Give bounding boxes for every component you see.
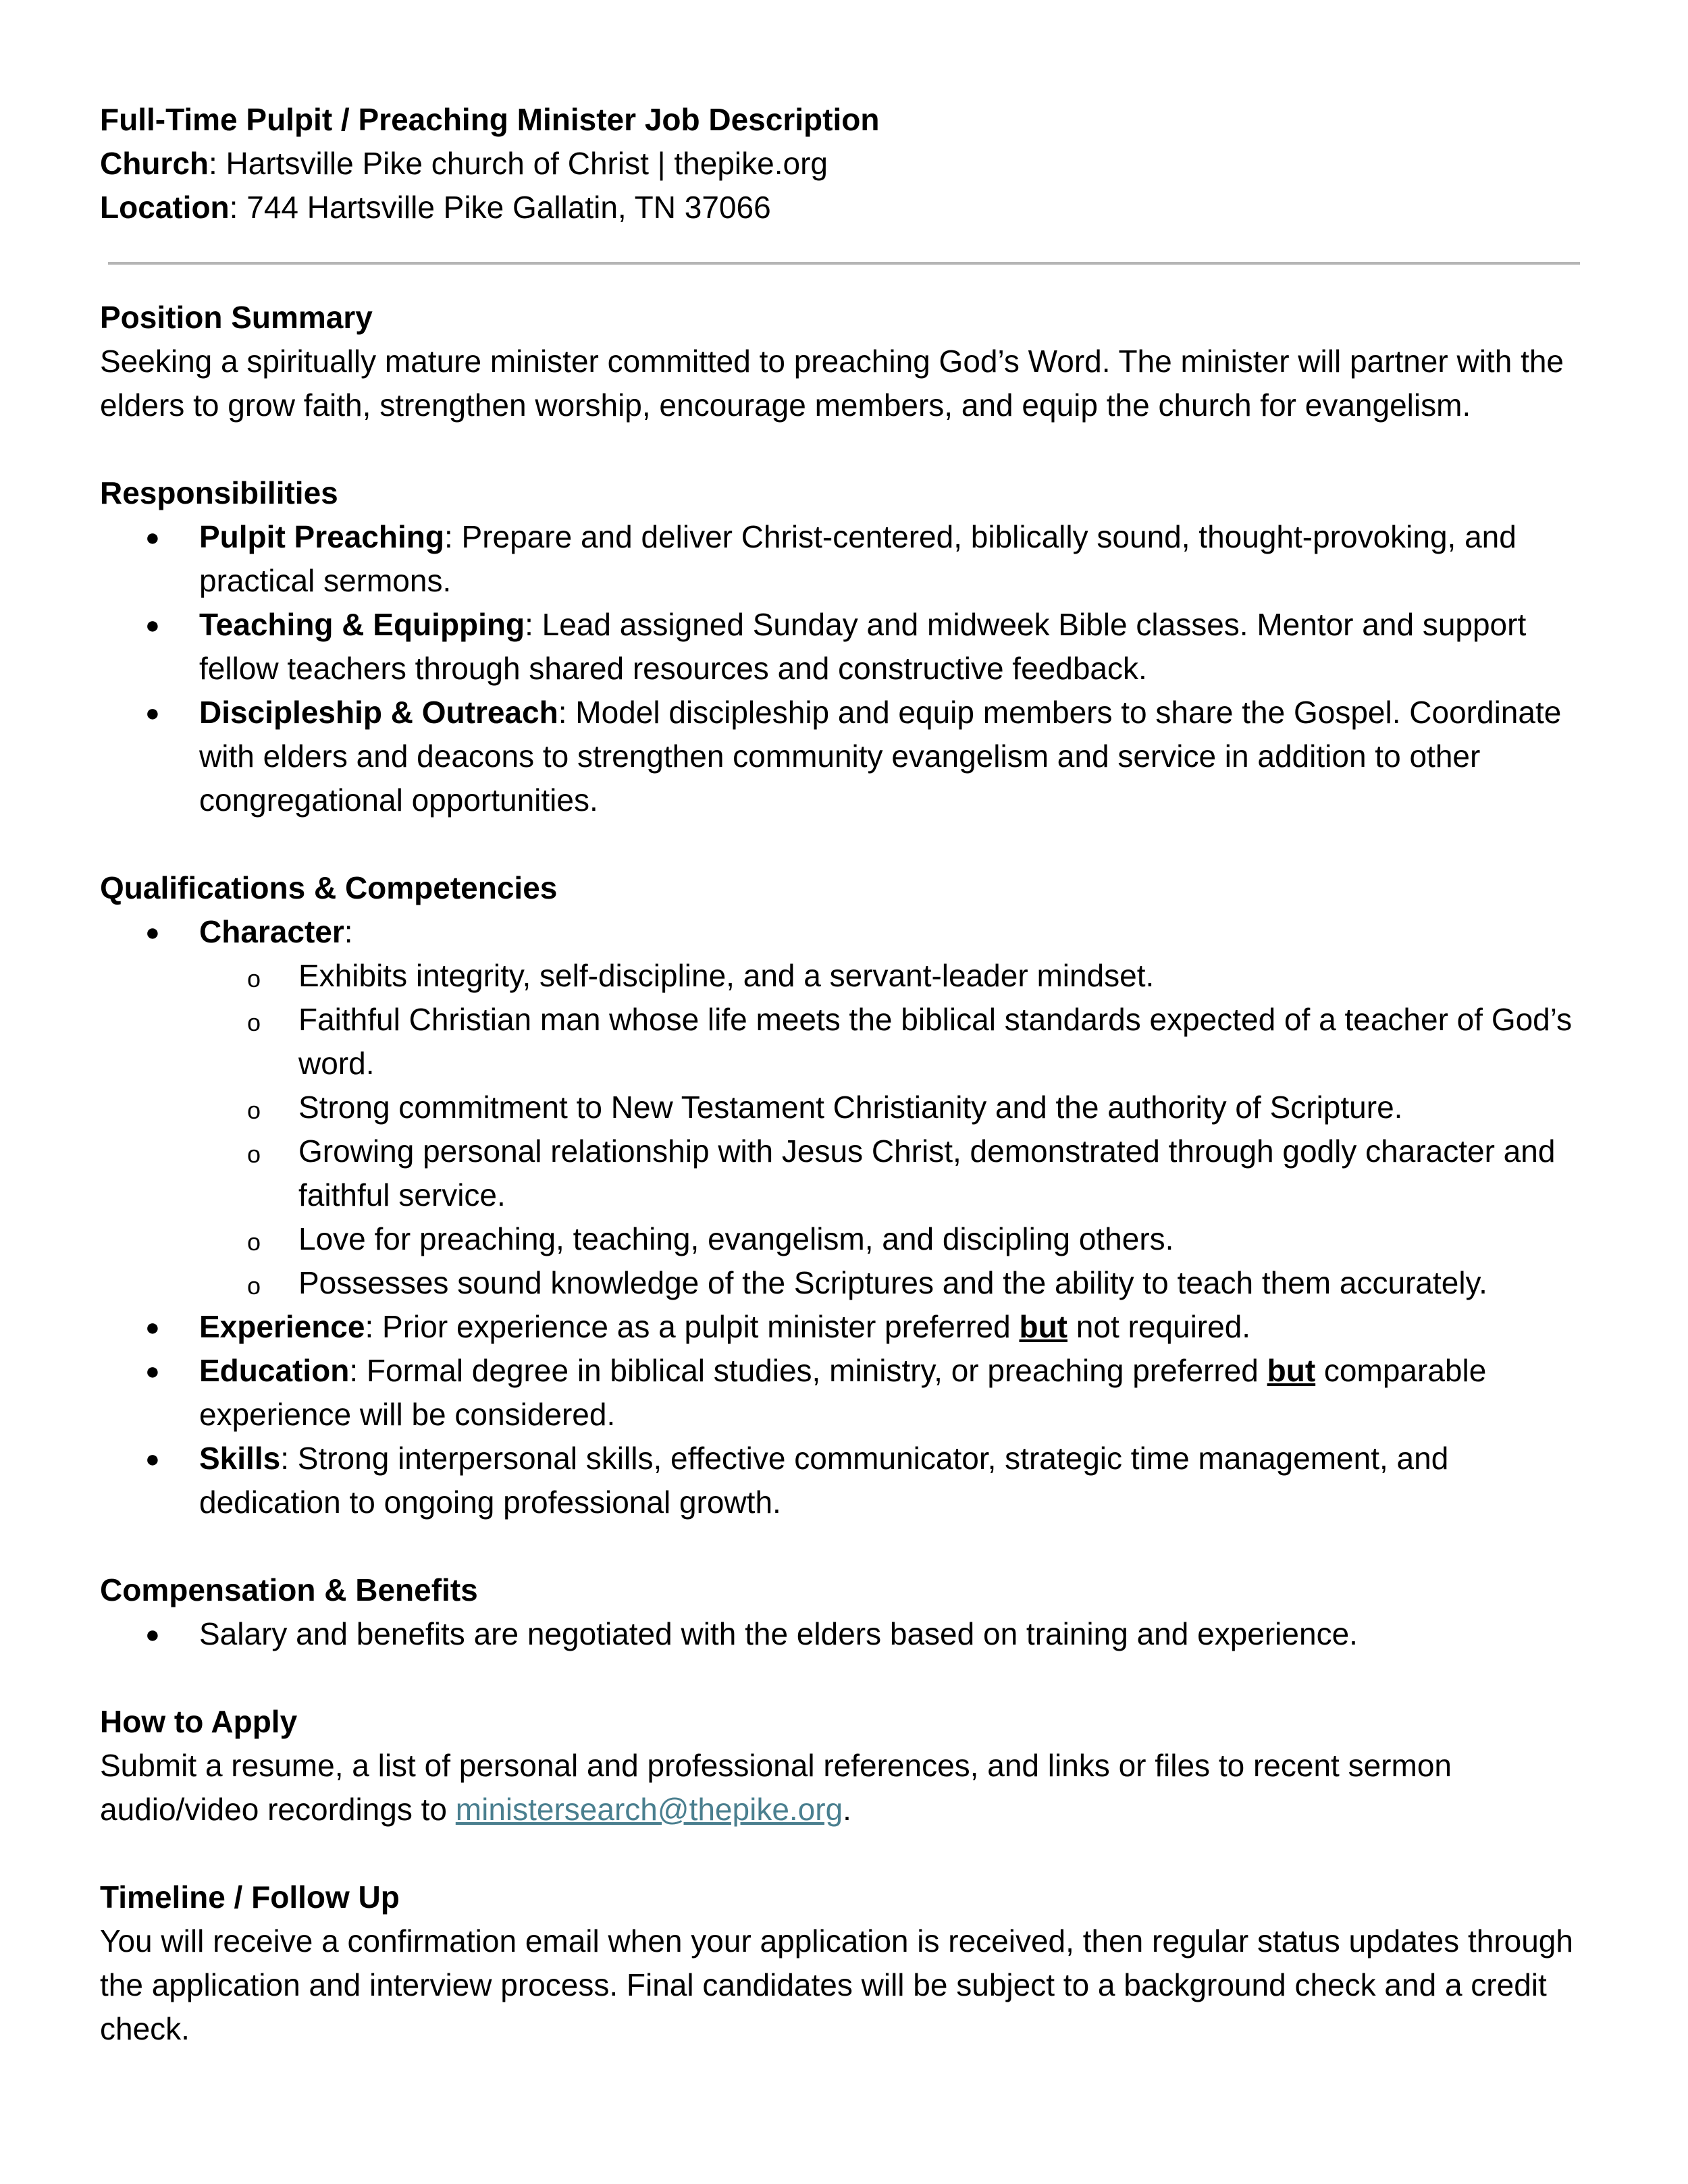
- document-header: [100, 98, 1587, 230]
- bullet-icon: ●: [145, 918, 160, 946]
- bullet-icon: ●: [145, 1620, 160, 1648]
- document-title: Full-Time Pulpit / Preaching Minister Job Description: [100, 102, 880, 137]
- how-to-apply-section: [100, 1700, 1587, 1832]
- emphasis-text: but: [1267, 1353, 1316, 1388]
- emphasis-text: but: [1019, 1309, 1067, 1344]
- item-text: comparable experience will be considered.: [199, 1353, 1487, 1432]
- item-text: : Prior experience as a pulpit minister preferred: [365, 1309, 1020, 1344]
- bullet-icon: ●: [145, 523, 160, 551]
- character-sublist: [199, 954, 1587, 1305]
- qualifications-heading: Qualifications & Competencies: [100, 870, 558, 905]
- item-label: Pulpit Preaching: [199, 519, 444, 554]
- apply-text-end: .: [843, 1792, 851, 1827]
- timeline-section: [100, 1875, 1587, 2051]
- sub-list-item: [247, 1217, 1587, 1261]
- compensation-list: [100, 1612, 1587, 1656]
- sub-list-item: [247, 954, 1587, 998]
- timeline-text: You will receive a confirmation email when your application is received, then regular status updates through the application and interview process. Final candidates will be subject to a background check and a credit check.: [100, 1923, 1573, 2046]
- location-line: [100, 186, 1587, 230]
- list-item-character: [145, 910, 1587, 1305]
- qualifications-list: [100, 910, 1587, 1524]
- bullet-icon: ●: [145, 699, 160, 726]
- position-summary-heading: Position Summary: [100, 300, 373, 335]
- item-text: : Lead assigned Sunday and midweek Bible classes. Mentor and support fellow teachers through shared resources and constructive feedback.: [199, 607, 1527, 686]
- circle-bullet-icon: o: [247, 1228, 261, 1256]
- circle-bullet-icon: o: [247, 1140, 261, 1168]
- list-item: [145, 603, 1587, 691]
- sub-item-text: Strong commitment to New Testament Christianity and the authority of Scripture.: [298, 1090, 1403, 1125]
- location-label: Location: [100, 190, 230, 225]
- sub-item-text: Growing personal relationship with Jesus Christ, demonstrated through godly character and faithful service.: [298, 1134, 1556, 1213]
- sub-list-item: [247, 1129, 1587, 1217]
- item-text: : Strong interpersonal skills, effective communicator, strategic time management, and dedication to ongoing professional growth.: [199, 1441, 1449, 1520]
- list-item-experience: [145, 1305, 1587, 1349]
- item-text: Salary and benefits are negotiated with the elders based on training and experience.: [199, 1616, 1358, 1651]
- sub-list-item: [247, 998, 1587, 1086]
- bullet-icon: ●: [145, 1313, 160, 1341]
- sub-item-text: Possesses sound knowledge of the Scriptures and the ability to teach them accurately.: [298, 1265, 1487, 1300]
- item-text: : Model discipleship and equip members to share the Gospel. Coordinate with elders and deacons to strengthen community evangelism and service in addition to other congregational opportunities.: [199, 695, 1562, 818]
- bullet-icon: ●: [145, 1357, 160, 1385]
- list-item: [145, 515, 1587, 603]
- item-label: Experience: [199, 1309, 365, 1344]
- bullet-icon: ●: [145, 1445, 160, 1472]
- apply-text: Submit a resume, a list of personal and professional references, and links or files to recent sermon audio/video recordings to: [100, 1748, 1452, 1827]
- item-text: : Formal degree in biblical studies, ministry, or preaching preferred: [349, 1353, 1267, 1388]
- location-value: : 744 Hartsville Pike Gallatin, TN 37066: [229, 190, 771, 225]
- horizontal-divider: [108, 262, 1580, 265]
- how-to-apply-text: [100, 1744, 1587, 1832]
- how-to-apply-heading: How to Apply: [100, 1704, 298, 1739]
- item-label: Education: [199, 1353, 350, 1388]
- church-label: Church: [100, 146, 209, 181]
- responsibilities-section: [100, 471, 1587, 822]
- list-item: [145, 1612, 1587, 1656]
- sub-item-text: Love for preaching, teaching, evangelism, and discipling others.: [298, 1221, 1174, 1256]
- timeline-heading: Timeline / Follow Up: [100, 1880, 400, 1915]
- circle-bullet-icon: o: [247, 1009, 261, 1036]
- email-link[interactable]: ministersearch@thepike.org: [455, 1792, 843, 1827]
- item-label: Skills: [199, 1441, 281, 1476]
- list-item-education: [145, 1349, 1587, 1437]
- circle-bullet-icon: o: [247, 965, 261, 992]
- church-line: [100, 142, 1587, 186]
- item-label: Discipleship & Outreach: [199, 695, 558, 730]
- position-summary-text: Seeking a spiritually mature minister committed to preaching God’s Word. The minister will partner with the elders to grow faith, strengthen worship, encourage members, and equip the church for evangelism.: [100, 344, 1564, 423]
- sub-item-text: Exhibits integrity, self-discipline, and a servant-leader mindset.: [298, 958, 1155, 993]
- sub-list-item: [247, 1261, 1587, 1305]
- church-value: : Hartsville Pike church of Christ | thepike.org: [209, 146, 828, 181]
- item-label: Character: [199, 914, 344, 949]
- item-text: :: [344, 914, 353, 949]
- sub-item-text: Faithful Christian man whose life meets the biblical standards expected of a teacher of God’s word.: [298, 1002, 1573, 1081]
- responsibilities-list: [100, 515, 1587, 822]
- responsibilities-heading: Responsibilities: [100, 475, 338, 510]
- circle-bullet-icon: o: [247, 1272, 261, 1300]
- qualifications-section: [100, 866, 1587, 1524]
- item-text: not required.: [1067, 1309, 1251, 1344]
- list-item-skills: [145, 1437, 1587, 1524]
- item-text: : Prepare and deliver Christ-centered, biblically sound, thought-provoking, and practical sermons.: [199, 519, 1516, 598]
- compensation-heading: Compensation & Benefits: [100, 1572, 478, 1607]
- circle-bullet-icon: o: [247, 1096, 261, 1124]
- list-item: [145, 691, 1587, 822]
- item-label: Teaching & Equipping: [199, 607, 525, 642]
- bullet-icon: ●: [145, 611, 160, 639]
- sub-list-item: [247, 1086, 1587, 1129]
- position-summary-section: [100, 296, 1587, 427]
- compensation-section: [100, 1568, 1587, 1656]
